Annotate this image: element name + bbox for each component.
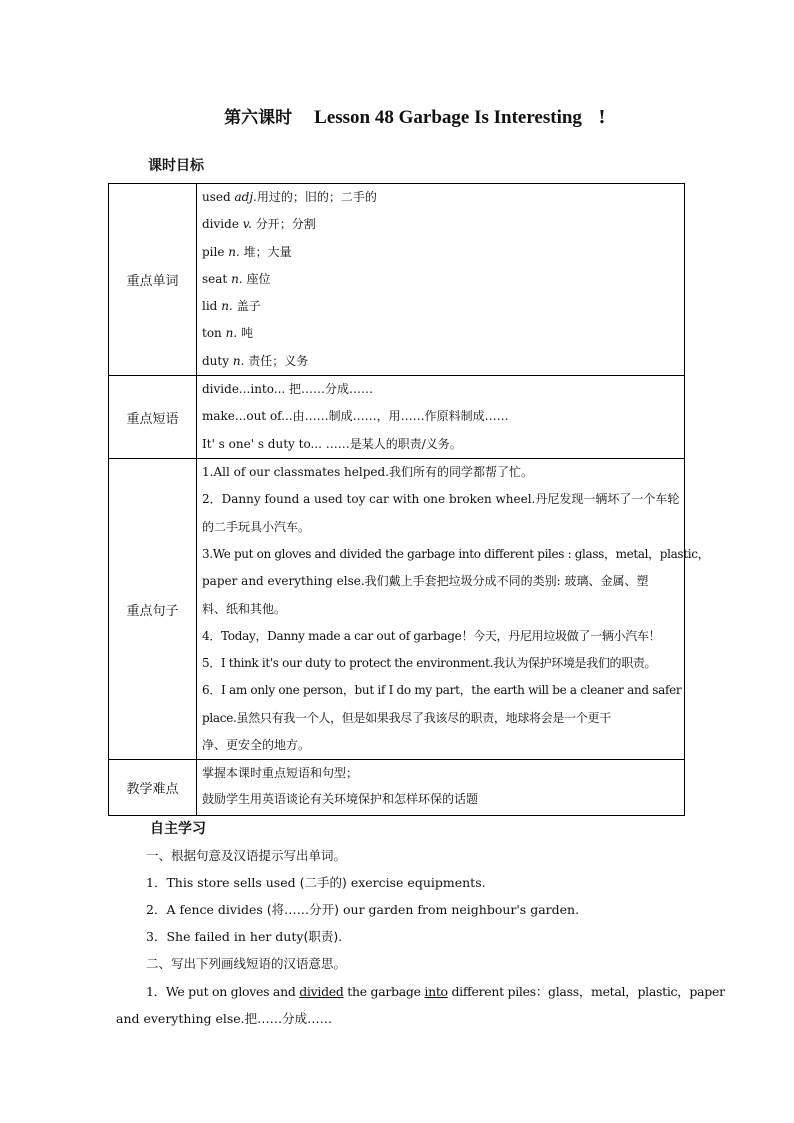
title-lesson-part: 第六课时 [224, 108, 293, 128]
phrase-item: It' s one' s duty to... ……是某人的职责/义务。 [202, 436, 462, 451]
goals-table [108, 183, 710, 816]
part1-heading: 一、根据句意及汉语提示写出单词。 [146, 848, 347, 863]
sentence-line: 的二手玩具小汽车。 [202, 519, 311, 534]
exercise-item: 3．She failed in her duty(职责). [146, 929, 343, 944]
sentence-line: 料、纸和其他。 [202, 601, 287, 616]
word-item: pile n. 堆；大量 [202, 244, 292, 259]
sentence-line: 6．I am only one person，but if I do my part，the earth will be a cleaner and safer [202, 683, 682, 698]
difficulty-line: 鼓励学生用英语谈论有关环境保护和怎样环保的话题 [202, 792, 479, 807]
sentence-line: paper and everything else.我们戴上手套把垃圾分成不同的类别: 玻璃、金属、塑 [202, 574, 649, 589]
exercise-continuation: and everything else.把……分成…… [116, 1011, 333, 1026]
goals-row-difficulties [109, 760, 685, 816]
exercise-item: 1．We put on gloves and divided the garbage into different piles：glass，metal，plastic，paper [146, 984, 725, 999]
sentences-label: 重点句子 [109, 459, 197, 760]
sentence-line: 4．Today，Danny made a car out of garbage！今天，丹尼用垃圾做了一辆小汽车！ [202, 628, 661, 643]
difficulty-line: 掌握本课时重点短语和句型； [202, 766, 359, 781]
phrases-label: 重点短语 [109, 376, 197, 459]
word-item: divide v. 分开；分割 [202, 217, 316, 232]
word-item: duty n. 责任；义务 [202, 353, 309, 368]
underlined-word: into [424, 984, 448, 999]
sentence-line: 2．Danny found a used toy car with one broken wheel.丹尼发现一辆坏了一个车轮 [202, 492, 680, 507]
exercise-item: 1．This store sells used (二手的) exercise equipments. [146, 875, 486, 890]
sentences-content [197, 459, 710, 760]
exercise-item: 2．A fence divides (将……分开) our garden from neighbour's garden. [146, 902, 580, 917]
sentence-line: place.虽然只有我一个人，但是如果我尽了我该尽的职责，地球将会是一个更干 [202, 710, 611, 725]
part2-heading: 二、写出下列画线短语的汉语意思。 [146, 956, 347, 971]
words-content [197, 184, 685, 376]
phrase-item: make...out of...由……制成……，用……作原料制成…… [202, 409, 509, 424]
word-item: seat n. 座位 [202, 271, 271, 286]
underlined-word: divided [299, 984, 344, 999]
goals-row-words [109, 184, 685, 376]
sentence-line: 3.We put on gloves and divided the garbage into different piles : glass，metal，plastic， [202, 546, 710, 561]
goals-row-sentences [109, 459, 685, 760]
goals-heading: 课时目标 [148, 158, 204, 174]
title-lesson-name: Lesson 48 Garbage Is Interesting [314, 107, 582, 128]
sentence-line: 净、更安全的地方。 [202, 738, 311, 753]
self-study-heading: 自主学习 [150, 821, 206, 837]
words-label: 重点单词 [109, 184, 197, 376]
title-exclamation: ! [597, 107, 606, 128]
word-item: ton n. 吨 [202, 326, 253, 341]
sentence-line: 1.All of our classmates helped.我们所有的同学都帮了忙。 [202, 465, 533, 480]
difficulties-label: 教学难点 [109, 760, 197, 816]
word-item: lid n. 盖子 [202, 299, 261, 314]
goals-row-phrases [109, 376, 685, 459]
phrases-content [197, 376, 685, 459]
difficulties-content [197, 760, 685, 816]
sentence-line: 5．I think it's our duty to protect the environment.我认为保护环境是我们的职责。 [202, 656, 657, 671]
page-title [0, 103, 794, 129]
word-item: used adj.用过的；旧的；二手的 [202, 190, 377, 204]
phrase-item: divide...into... 把……分成…… [202, 382, 374, 397]
